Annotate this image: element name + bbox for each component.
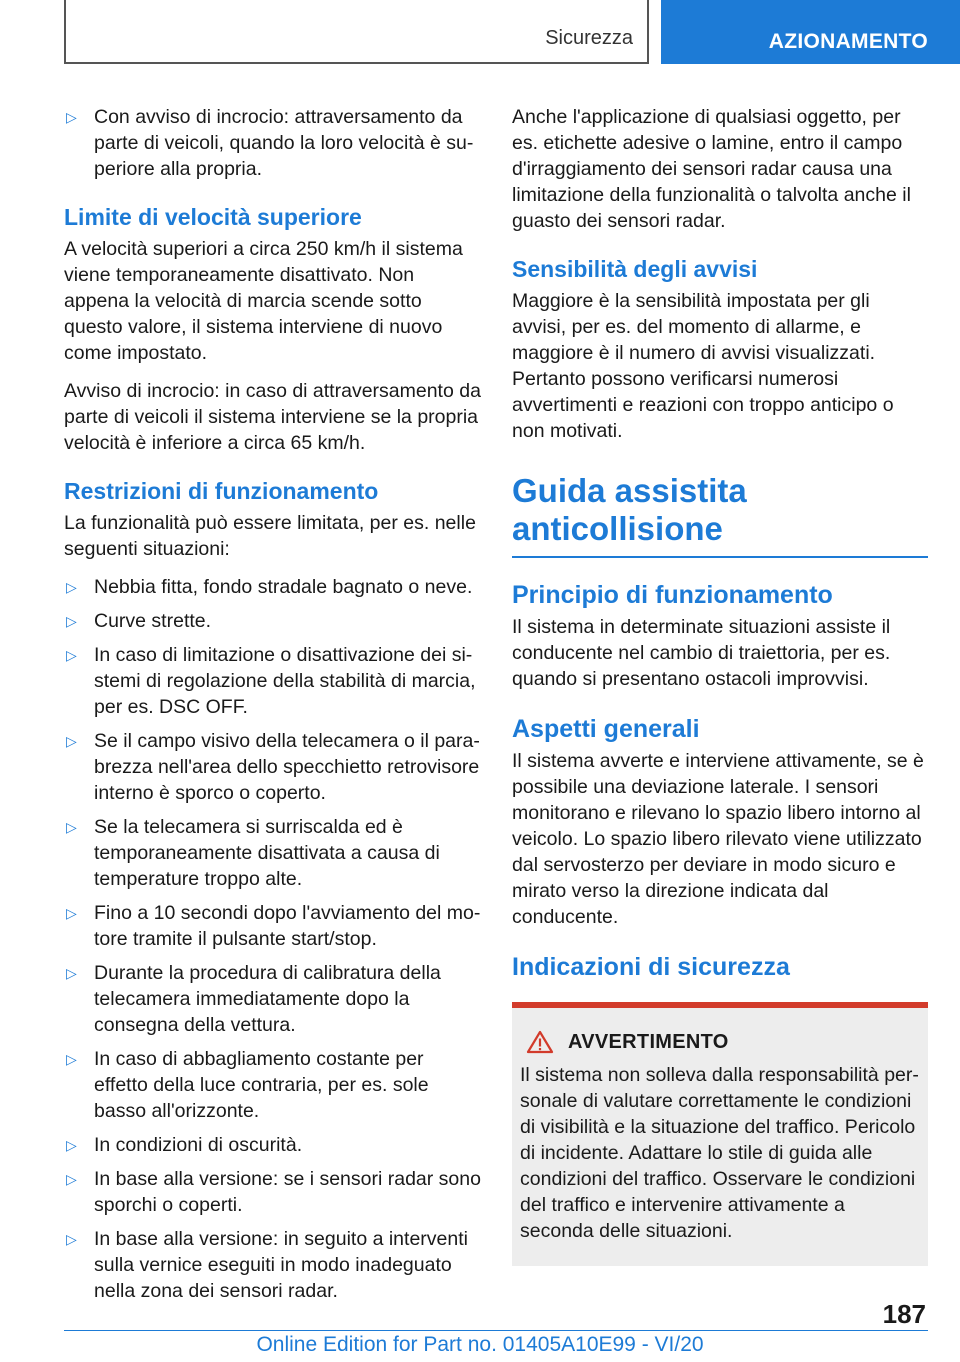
paragraph: A velocità superiori a circa 250 km/h il sistema viene temporaneamente disattivato. Non appena la velocità di marcia scende sotto questo valore, il sistema interviene di nuovo come impostato. bbox=[64, 238, 463, 364]
header-chapter-box bbox=[661, 0, 960, 64]
list-item-text: In base alla versione: in seguito a interventi sulla vernice eseguiti in modo inadeguato nella zona dei sensori radar. bbox=[94, 1228, 468, 1302]
paragraph: Il sistema avverte e interviene attivamente, se è possibile una deviazione laterale. I sensori monitorano e rilevano lo spazio libero intorno al veicolo. Lo spazio libero rilevato viene utilizzato dal servosterzo per deviare in modo sicuro e mirato verso la direzione indicata dal conducente. bbox=[512, 750, 924, 928]
footer-divider bbox=[64, 1330, 928, 1331]
list-item bbox=[64, 1132, 482, 1158]
triangle-bullet-icon: ▷ bbox=[66, 579, 77, 595]
list-item-text: Con avviso di incrocio: attraversamento da parte di veicoli, quando la loro velocità è superiore alla propria. bbox=[94, 106, 474, 180]
list-item-text: In base alla versione: se i sensori radar sono sporchi o coperti. bbox=[94, 1168, 481, 1216]
warning-text: Il sistema non solleva dalla responsabilità personale di valutare correttamente le condizioni di visibilità e la situazione del traffico. Pericolo di incidente. Adattare lo stile di guida alle condizioni del traffico. Osservare le condizioni del traffico e intervenire attivamente a seconda delle situazioni. bbox=[520, 1064, 919, 1242]
heading-safety: Indicazioni di sicurezza bbox=[512, 953, 790, 981]
list-item bbox=[64, 900, 482, 952]
list-item-text: In caso di limitazione o disattivazione dei sistemi di regolazione della stabilità di marcia, per es. DSC OFF. bbox=[94, 644, 476, 718]
warning-triangle-icon bbox=[526, 1030, 554, 1054]
list-item bbox=[64, 960, 482, 1038]
list-item-text: Fino a 10 secondi dopo l'avviamento del motore tramite il pulsante start/stop. bbox=[94, 902, 481, 950]
list-item bbox=[64, 574, 482, 600]
heading-restrictions: Restrizioni di funzionamento bbox=[64, 478, 379, 504]
list-item bbox=[64, 1226, 482, 1304]
footer-edition: Online Edition for Part no. 01405A10E99 - VI/20 bbox=[256, 1333, 704, 1356]
triangle-bullet-icon: ▷ bbox=[66, 647, 77, 663]
restrictions-list bbox=[64, 574, 482, 1304]
page-number: 187 bbox=[882, 1299, 926, 1329]
paragraph: Il sistema in determinate situazioni assiste il conducente nel cambio di traiettoria, per es. quando si presentano ostacoli improvvisi. bbox=[512, 616, 891, 690]
right-column bbox=[512, 104, 928, 1266]
list-item bbox=[64, 1046, 482, 1124]
paragraph: La funzionalità può essere limitata, per es. nelle seguenti situazioni: bbox=[64, 512, 476, 560]
header-section-box bbox=[64, 0, 649, 64]
warning-title: AVVERTIMENTO bbox=[568, 1030, 729, 1053]
header-chapter-label: AZIONAMENTO bbox=[768, 30, 928, 53]
list-item bbox=[64, 728, 482, 806]
triangle-bullet-icon: ▷ bbox=[66, 965, 77, 981]
heading-general: Aspetti generali bbox=[512, 715, 700, 743]
triangle-bullet-icon: ▷ bbox=[66, 733, 77, 749]
triangle-bullet-icon: ▷ bbox=[66, 1171, 77, 1187]
list-item-text: In condizioni di oscurità. bbox=[94, 1134, 303, 1156]
list-item-text: Se la telecamera si surriscalda ed è temporaneamente disattivata a causa di temperature troppo alte. bbox=[94, 816, 440, 890]
heading-sensitivity: Sensibilità degli avvisi bbox=[512, 256, 758, 282]
list-item bbox=[64, 814, 482, 892]
warning-box bbox=[512, 1002, 928, 1266]
triangle-bullet-icon: ▷ bbox=[66, 1137, 77, 1153]
triangle-bullet-icon: ▷ bbox=[66, 1231, 77, 1247]
warning-header bbox=[520, 1030, 920, 1054]
chapter-title: Guida assistita anticollisione bbox=[512, 472, 928, 558]
list-item-text: Nebbia fitta, fondo stradale bagnato o neve. bbox=[94, 576, 473, 598]
list-item-text: Se il campo visivo della telecamera o il parabrezza nell'area dello specchietto retrovisore interno è sporco o coperto. bbox=[94, 730, 480, 804]
heading-speed-limit: Limite di velocità superiore bbox=[64, 204, 362, 230]
list-item bbox=[64, 608, 482, 634]
list-item bbox=[64, 1166, 482, 1218]
triangle-bullet-icon: ▷ bbox=[66, 109, 77, 125]
list-item bbox=[64, 642, 482, 720]
list-item-text: Curve strette. bbox=[94, 610, 212, 632]
triangle-bullet-icon: ▷ bbox=[66, 905, 77, 921]
heading-principle: Principio di funzionamento bbox=[512, 581, 833, 609]
triangle-bullet-icon: ▷ bbox=[66, 1051, 77, 1067]
triangle-bullet-icon: ▷ bbox=[66, 819, 77, 835]
left-column bbox=[64, 104, 482, 1312]
list-item bbox=[64, 104, 482, 182]
triangle-bullet-icon: ▷ bbox=[66, 613, 77, 629]
list-item-text: In caso di abbagliamento costante per effetto della luce contraria, per es. sole basso all'orizzonte. bbox=[94, 1048, 429, 1122]
paragraph: Anche l'applicazione di qualsiasi oggetto, per es. etichette adesive o lamine, entro il campo d'irraggiamento dei sensori radar causa una limitazione della funzionalità o talvolta anche il guasto dei sensori radar. bbox=[512, 106, 911, 232]
list-item-text: Durante la procedura di calibratura della telecamera immediatamente dopo la consegna della vettura. bbox=[94, 962, 441, 1036]
paragraph: Maggiore è la sensibilità impostata per gli avvisi, per es. del momento di allarme, e maggiore è il numero di avvisi visualizzati. Pertanto possono verificarsi numerosi avvertimenti e reazioni con troppo anticipo o non motivati. bbox=[512, 290, 894, 442]
paragraph: Avviso di incrocio: in caso di attraversamento da parte di veicoli il sistema interviene se la propria velocità è inferiore a circa 65 km/h. bbox=[64, 380, 481, 454]
header-section-label: Sicurezza bbox=[545, 27, 633, 49]
